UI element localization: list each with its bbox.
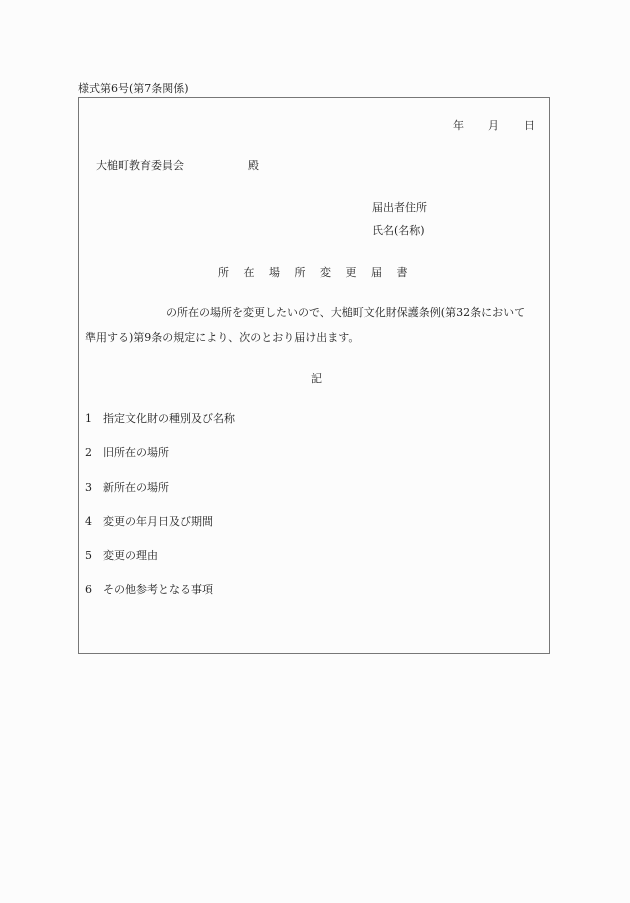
body-text-line2: 準用する)第9条の規定により、次のとおり届け出ます。 <box>85 331 360 344</box>
title-char: 更 <box>345 266 357 279</box>
list-item <box>85 581 213 597</box>
form-number-label: 様式第6号(第7条関係) <box>78 82 189 95</box>
item-number: 2 <box>85 446 92 459</box>
date-year-label: 年 <box>453 119 464 132</box>
item-label: 新所在の場所 <box>103 481 169 494</box>
ki-heading: 記 <box>311 372 322 385</box>
honorific: 殿 <box>248 159 259 172</box>
item-number: 5 <box>85 549 92 562</box>
item-number: 4 <box>85 515 92 528</box>
list-item <box>85 410 235 426</box>
applicant-address-label: 届出者住所 <box>372 201 427 214</box>
title-char: 在 <box>243 266 255 279</box>
list-item <box>85 513 213 529</box>
item-number: 1 <box>85 412 92 425</box>
body-text-line1: の所在の場所を変更したいので、大槌町文化財保護条例(第32条において <box>166 306 526 319</box>
title-char: 届 <box>371 266 382 279</box>
title-char: 書 <box>396 266 408 279</box>
item-label: 旧所在の場所 <box>103 446 169 459</box>
item-label: 指定文化財の種別及び名称 <box>103 412 235 425</box>
item-label: 変更の理由 <box>103 549 158 562</box>
item-number: 3 <box>85 481 92 494</box>
title-char: 所 <box>218 266 229 279</box>
recipient: 大槌町教育委員会 <box>96 159 184 172</box>
list-item <box>85 479 169 495</box>
item-number: 6 <box>85 583 92 596</box>
list-item <box>85 547 158 563</box>
title-char: 所 <box>294 266 306 279</box>
document-title <box>218 264 422 280</box>
applicant-name-label: 氏名(名称) <box>372 224 425 237</box>
list-item <box>85 444 169 460</box>
item-label: その他参考となる事項 <box>103 583 213 596</box>
title-char: 変 <box>320 266 331 279</box>
item-label: 変更の年月日及び期間 <box>103 515 213 528</box>
date-month-label: 月 <box>488 119 499 132</box>
title-char: 場 <box>269 266 280 279</box>
date-day-label: 日 <box>524 119 535 132</box>
